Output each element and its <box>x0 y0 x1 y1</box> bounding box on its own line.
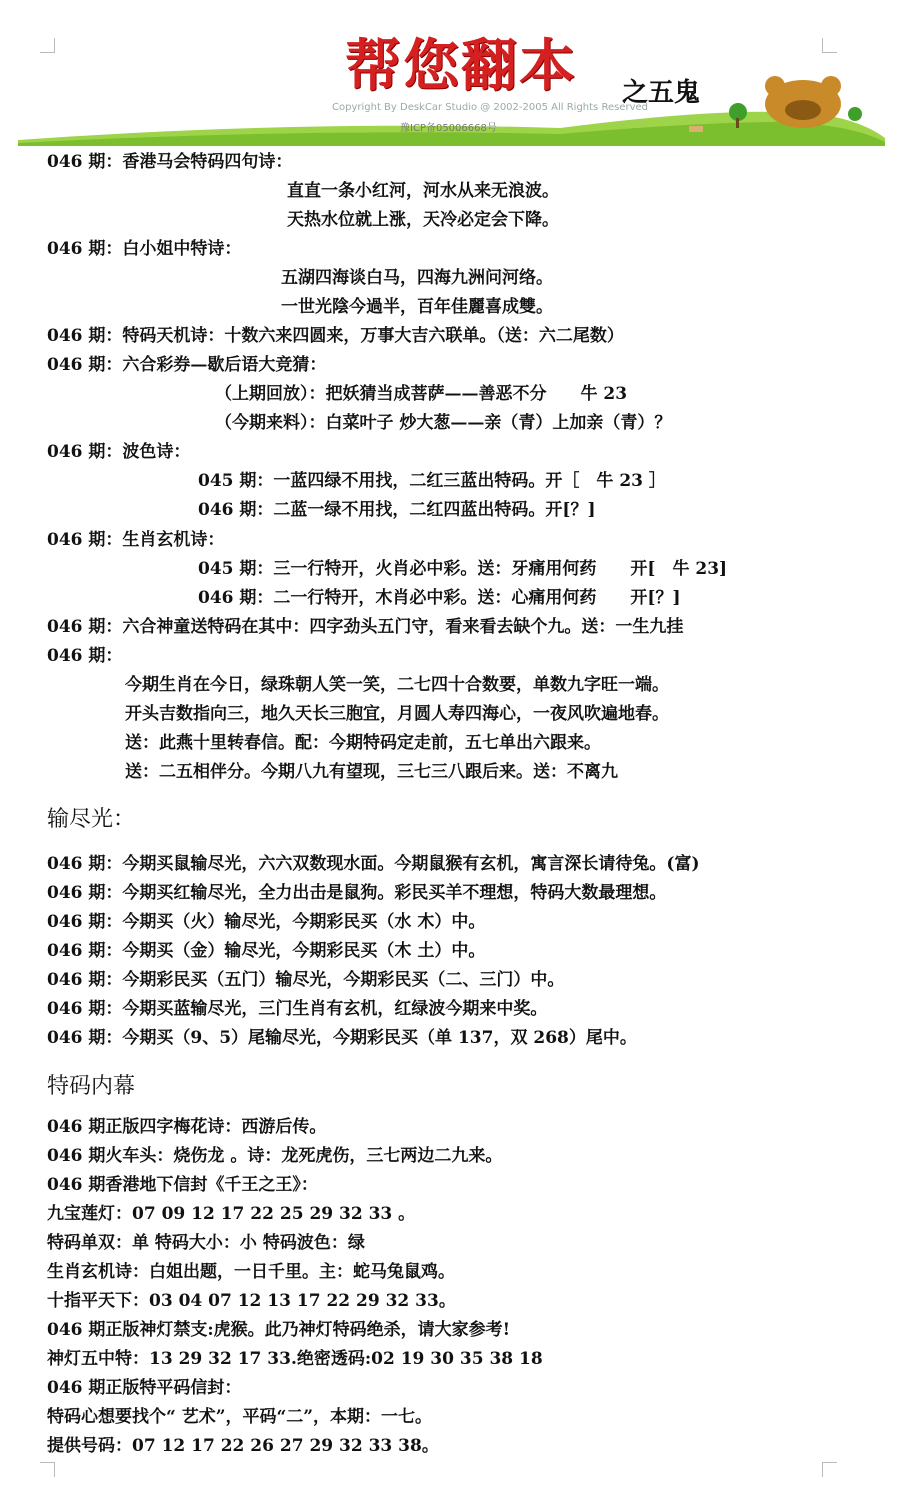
list-item: 046 期：今期买鼠输尽光，六六双数现水面。今期鼠猴有玄机，寓言深长请待兔。(富) <box>47 854 700 874</box>
list-item: 十指平天下：03 04 07 12 13 17 22 29 32 33。 <box>47 1291 456 1311</box>
list-item: 046 期香港地下信封《千王之王》： <box>47 1175 318 1195</box>
poem-line: 天热水位就上涨，天冷必定会下降。 <box>287 210 559 230</box>
list-item: 046 期：今期买蓝输尽光，三门生肖有玄机，红绿波今期来中奖。 <box>47 999 548 1019</box>
list-item: 特码单双：单 特码大小：小 特码波色：绿 <box>47 1233 365 1253</box>
section-title: 输尽光： <box>47 807 136 832</box>
banner <box>0 0 921 150</box>
verse-line: 送：此燕十里转春信。配：今期特码定走前，五七单出六跟来。 <box>125 733 601 753</box>
period-heading: 046 期：生肖玄机诗： <box>47 530 225 550</box>
period-heading: 046 期：香港马会特码四句诗： <box>47 152 293 172</box>
period-heading: 046 期：波色诗： <box>47 442 191 462</box>
list-item: 神灯五中特：13 29 32 17 33.绝密透码:02 19 30 35 38 18 <box>47 1349 543 1369</box>
poem-line: 046 期：二一行特开，木肖必中彩。送：心痛用何药 开[？] <box>198 588 681 608</box>
period-heading: 046 期：白小姐中特诗： <box>47 239 242 259</box>
poem-line: 一世光陰今過半，百年佳麗喜成雙。 <box>281 297 553 317</box>
bench-icon <box>689 126 703 132</box>
riddle-line: （上期回放）：把妖猜当成菩萨——善恶不分 牛 23 <box>215 384 628 404</box>
banner-icp: 豫ICP备05006668号 <box>400 123 497 134</box>
period-heading: 046 期：六合神童送特码在其中：四字劲头五门守，看来看去缺个九。送：一生九挂 <box>47 617 684 637</box>
list-item: 生肖玄机诗：白姐出题，一日千里。主：蛇马兔鼠鸡。 <box>47 1262 455 1282</box>
crop-mark-bottom-right <box>822 1462 837 1477</box>
list-item: 特码心想要找个“ 艺术”，平码“二”，本期：一七。 <box>47 1407 433 1427</box>
banner-title: 帮您翻本 <box>345 33 577 99</box>
list-item: 046 期：今期买（金）输尽光，今期彩民买（木 土）中。 <box>47 941 486 961</box>
poem-line: 五湖四海谈白马，四海九洲问河络。 <box>281 268 553 288</box>
list-item: 046 期正版四字梅花诗：西游后传。 <box>47 1117 327 1137</box>
period-heading: 046 期： <box>47 646 123 666</box>
crop-mark-bottom-left <box>40 1462 55 1477</box>
poem-line: 046 期：二蓝一绿不用找，二红四蓝出特码。开[？] <box>198 500 596 520</box>
verse-line: 今期生肖在今日，绿珠朝人笑一笑，二七四十合数要，单数九字旺一端。 <box>125 675 669 695</box>
verse-line: 开头吉数指向三，地久天长三胞宜，月圆人寿四海心，一夜风吹遍地春。 <box>125 704 669 724</box>
teddy-bear-icon <box>765 76 841 128</box>
list-item: 046 期火车头：烧伤龙 。诗：龙死虎伤，三七两边二九来。 <box>47 1146 503 1166</box>
list-item: 046 期：今期买（9、5）尾输尽光，今期彩民买（单 137，双 268）尾中。 <box>47 1028 637 1048</box>
poem-line: 045 期：三一行特开，火肖必中彩。送：牙痛用何药 开[ 牛 23] <box>198 559 728 579</box>
banner-subtitle: 之五鬼 <box>622 78 701 108</box>
list-item: 提供号码：07 12 17 22 26 27 29 32 33 38。 <box>47 1436 439 1456</box>
period-heading: 046 期：六合彩券—歇后语大竞猜： <box>47 355 327 375</box>
list-item: 046 期：今期彩民买（五门）输尽光，今期彩民买（二、三门）中。 <box>47 970 565 990</box>
list-item: 046 期：今期买红输尽光，全力出击是鼠狗。彩民买羊不理想，特码大数最理想。 <box>47 883 667 903</box>
riddle-line: （今期来料）：白菜叶子 炒大葱——亲（青）上加亲（青）？ <box>215 413 672 433</box>
period-heading: 046 期：特码天机诗：十数六来四圆来，万事大吉六联单。（送：六二尾数） <box>47 326 624 346</box>
poem-line: 直直一条小红河，河水从来无浪波。 <box>287 181 559 201</box>
poem-line: 045 期：一蓝四绿不用找，二红三蓝出特码。开［ 牛 23 ］ <box>198 471 666 491</box>
list-item: 046 期：今期买（火）输尽光，今期彩民买（水 木）中。 <box>47 912 486 932</box>
verse-line: 送：二五相伴分。今期八九有望现，三七三八跟后来。送：不离九 <box>125 762 618 782</box>
list-item: 046 期正版神灯禁支:虎猴。此乃神灯特码绝杀，请大家参考! <box>47 1320 511 1340</box>
list-item: 九宝莲灯：07 09 12 17 22 25 29 32 33 。 <box>47 1204 416 1224</box>
list-item: 046 期正版特平码信封： <box>47 1378 242 1398</box>
tree-icon <box>848 107 862 121</box>
section-title: 特码内幕 <box>47 1074 136 1099</box>
banner-copyright: Copyright By DeskCar Studio @ 2002-2005 All Rights Reserved <box>332 102 648 113</box>
